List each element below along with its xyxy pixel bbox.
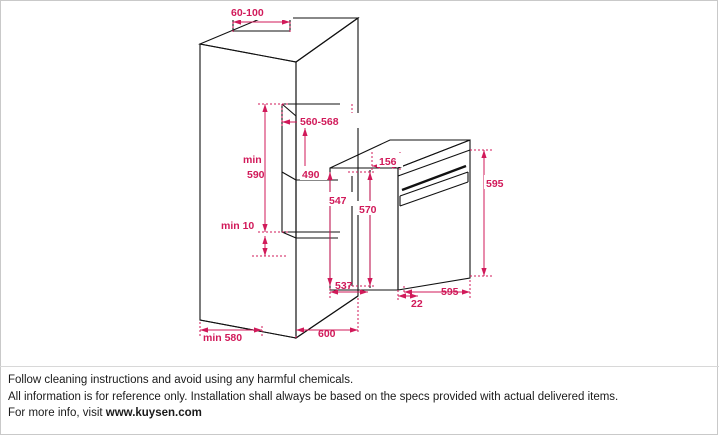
- label-oven-width: 595: [441, 286, 459, 298]
- note-line-3-prefix: For more info, visit: [8, 407, 106, 419]
- label-min-height-value: 590: [247, 169, 265, 181]
- label-oven-depth-total: 537: [335, 280, 353, 292]
- label-body-depth-1: 547: [329, 195, 347, 207]
- note-line-1: Follow cleaning instructions and avoid using any harmful chemicals.: [8, 374, 354, 386]
- label-inner-depth: 490: [302, 169, 320, 181]
- note-line-2: All information is for reference only. Installation shall always be based on the specs provided with actual delivered items.: [8, 390, 619, 403]
- label-opening-width: 560-568: [300, 116, 339, 128]
- label-body-depth-2: 570: [359, 204, 377, 216]
- footer-divider: [0, 366, 719, 367]
- label-min-cabinet-width: min 580: [203, 332, 243, 344]
- label-oven-height: 595: [486, 178, 504, 190]
- label-cabinet-depth: 600: [318, 328, 336, 340]
- label-min-gap: min 10: [221, 220, 255, 232]
- footer-notes: [8, 372, 708, 422]
- website-link[interactable]: www.kuysen.com: [105, 407, 202, 419]
- label-top-depth: 60-100: [231, 7, 264, 19]
- note-line-3: [8, 405, 708, 422]
- label-front-offset: 22: [411, 298, 423, 310]
- label-min-height: min: [243, 154, 262, 166]
- label-front-depth: 156: [379, 156, 397, 168]
